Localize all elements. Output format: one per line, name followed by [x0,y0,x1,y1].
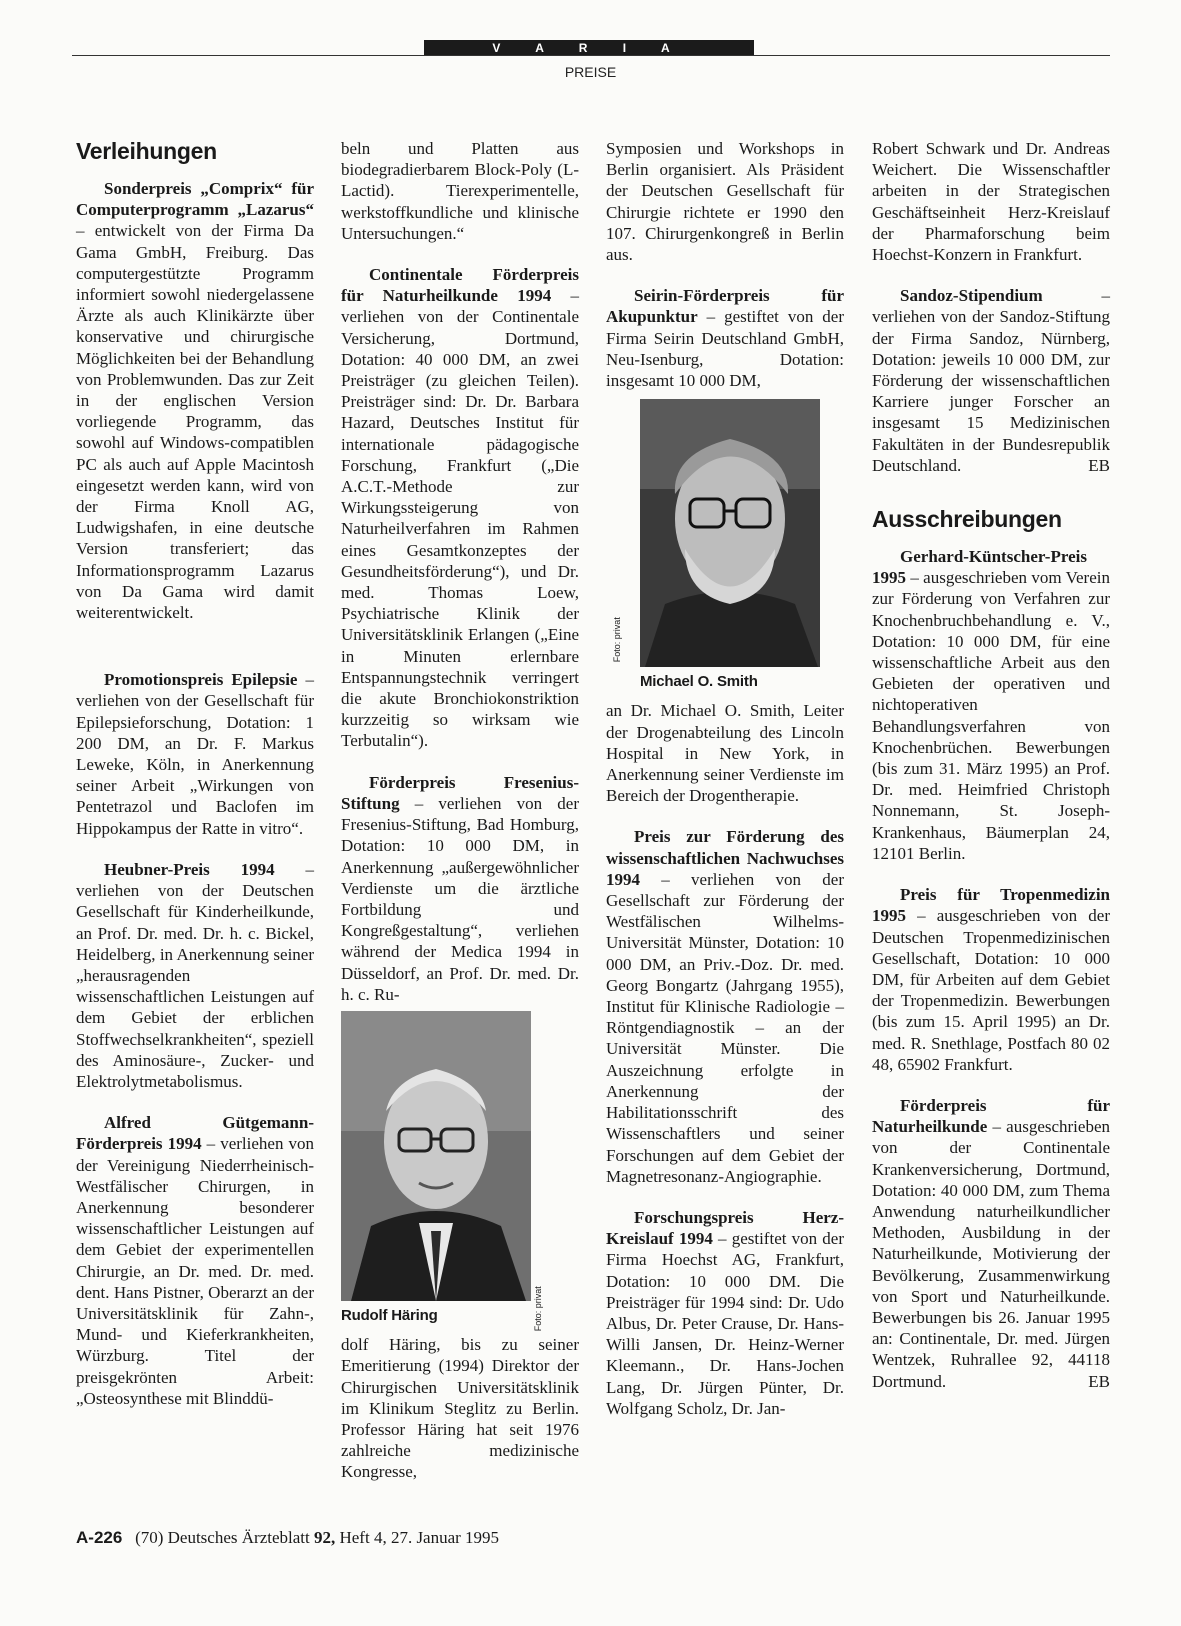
entry-title: Förderpreis Fresenius-Stiftung [341,772,579,813]
journal-volume: 92, [313,1528,336,1547]
entry-body: – verliehen von der Sandoz-Stiftung der Firma Sandoz, Nürnberg, Dotation: jeweils 10 000 DM, zur Förderung der wissenschaftlichen Karriere junger Forscher an insgesamt 15 Medizinischen Fakultäten in der Bundesrepublik Deutschland. [872,286,1110,475]
entry-seirin [606,285,844,391]
portrait-drawing [341,1011,531,1301]
entry-body: – verliehen von der Deutschen Gesellschaft für Kinderheilkunde, an Prof. Dr. med. Dr. h. c. Bickel, Heidelberg, in Anerkennung seiner „herausragenden wissenschaftlichen Leistungen auf dem Gebiet der erblichen Stoffwechselkrankheiten“, speziell des Aminosäure-, Zucker- und Elektrolytmetabolismus. [76,859,315,1091]
entry-sandoz [872,285,1110,476]
entry-continentale [341,264,579,752]
entry-title: Promotionspreis Epilepsie [104,670,298,690]
paragraph-continuation: Robert Schwark und Dr. Andreas Weichert. Die Wissenschaftler arbeiten in der Strategischen Geschäftseinheit Herz-Kreislauf der Pharmaforschung beim Hoechst-Konzern in Frankfurt. [872,139,1110,265]
heading-verleihungen: Verleihungen [76,138,217,164]
entry-body: – verliehen von der Fresenius-Stiftung, Bad Homburg, Dotation: 10 000 DM, in Anerkennung „außergewöhnlicher Verdienste um die ärztliche Fortbildung und Kongreßgestaltung“, verliehen während der Medica 1994 in Düsseldorf, an Prof. Dr. med. Dr. h. c. Ru- [341,793,579,1004]
section-banner: V A R I A [424,40,754,56]
journal-name: (70) Deutsches Ärzteblatt [135,1528,314,1547]
entry-body: – verliehen von der Gesellschaft für Epilepsieforschung, Dotation: 1 200 DM, an Dr. F. Markus Leweke, Köln, in Anerkennung seiner Arbeit „Wirkungen von Pentetrazol und Baclofen im Hippokampus der Ratte in vitro“. [76,670,314,838]
photo-caption: Michael O. Smith [640,673,758,691]
entry-body: – entwickelt von der Firma Da Gama GmbH, Freiburg. Das computergestützte Programm informiert sowohl niedergelassene Ärzte als auch Klinikärzte über konservative und chirurgische Möglichkeiten bei der Behandlung von Problemwunden. Das zur Zeit in der englischen Version vorliegende Programm, das sowohl auf Windows-compatiblen PC als auch auf Apple Macintosh eingesetzt werden kann, wird von der Firma Knoll AG, Ludwigshafen, in eine deutsche Version transferiert; das Informationsprogramm Lazarus von Da Gama wird damit weiterentwickelt. [76,221,314,623]
photo-credit: Foto: privat [611,617,622,663]
photo-caption: Rudolf Häring [341,1306,438,1324]
entry-body: – verliehen von der Continentale Versicherung, Dortmund, Dotation: 40 000 DM, an zwei Preisträger (zu gleichen Teilen). Preisträger sind: Dr. Dr. Barbara Hazard, Deutsches Institut für internationale pädagogische Forschung, Frankfurt („Die A.C.T.-Methode zur Wirkungssteigerung von Naturheilverfahren im Rahmen eines Gesamtkonzeptes der Gesundheitsförderung“), und Dr. med. Thomas Loew, Psychiatrische Klinik der Universitätsklinik Erlangen („Eine in Minuten erlernbare Entspannungstechnik verringert die akute Bronchiokonstriktion kurzzeitig so wirksam wie Terbutalin“). [341,286,579,751]
entry-title: Sandoz-Stipendium [900,286,1043,306]
photo-credit: Foto: privat [532,1286,543,1332]
portrait-image [640,399,820,667]
photo-rudolf-haering [341,1011,543,1332]
entry-body: – ausgeschrieben von der Deutschen Tropenmedizinischen Gesellschaft, Dotation: 10 000 DM, für Arbeiten auf dem Gebiet der Tropenmedizin. Bewerbungen (bis zum 15. April 1995) an Dr. med. R. Snethlage, Postfach 80 02 48, 65902 Frankfurt. [872,906,1110,1074]
section-subtitle: PREISE [564,64,617,80]
entry-guetgemann [76,1112,314,1409]
entry-title: Sonderpreis „Comprix“ für Computerprogramm „Lazarus“ [76,179,314,220]
column-4 [872,138,1110,1412]
portrait-drawing [640,399,820,667]
entry-herz-kreislauf [606,1207,844,1419]
entry-promotionspreis [76,669,314,839]
entry-body: – gestiftet von der Firma Hoechst AG, Frankfurt, Dotation: 10 000 DM. Die Preisträger für 1994 sind: Dr. Udo Albus, Dr. Peter Crause, Dr. Hans-Willi Jansen, Dr. Heinz-Werner Kleemann., Dr. Hans-Jochen Lang, Dr. Jürgen Pünter, Dr. Wolfgang Scholz, Dr. Jan- [606,1229,845,1418]
author-signature: EB [1088,1371,1110,1391]
paragraph-continuation: Symposien und Workshops in Berlin organisiert. Als Präsident der Deutschen Gesellschaft für Chirurgie richtete er 1990 den 107. Chirurgenkongreß in Berlin aus. [606,139,844,265]
entry-body: – ausgeschrieben von der Continentale Krankenversicherung, Dortmund, Dotation: 40 000 DM, zum Thema Anwendung naturheilkundlicher Methoden, Ausbildung in der Naturheilkunde, Motivierung der Bevölkerung, Zusammenwirkung von Sport und Naturheilkunde. Bewerbungen bis 26. Januar 1995 an: Continentale, Dr. med. Jürgen Wentzek, Ruhrallee 92, 44118 Dortmund. [872,1117,1110,1391]
heading-ausschreibungen: Ausschreibungen [872,506,1062,533]
author-signature: EB [1088,455,1110,475]
entry-tropenmedizin [872,884,1110,1075]
entry-naturheilkunde [872,1095,1110,1392]
entry-nachwuchs [606,826,844,1186]
paragraph-continuation: an Dr. Michael O. Smith, Leiter der Drogenabteilung des Lincoln Hospital in New York, in Anerkennung seiner Verdienste im Bereich der Drogentherapie. [606,701,844,806]
entry-title: Seirin-Förderpreis für Akupunktur [606,286,844,327]
page-number: A-226 [76,1528,123,1547]
entry-kuentscher [872,546,1110,864]
entry-body: – gestiftet von der Firma Seirin Deutschland GmbH, Neu-Isenburg, Dotation: insgesamt 10 000 DM, [606,307,844,391]
column-2 [341,138,579,1503]
paragraph-continuation: dolf Häring, bis zu seiner Emeritierung (1994) Direktor der Chirurgischen Universitätsklinik im Klinikum Steglitz zu Berlin. Professor Häring hat seit 1976 zahlreiche medizinische Kongresse, [341,1335,579,1482]
portrait-image [341,1011,531,1301]
column-1 [76,138,314,1429]
paragraph-continuation: beln und Platten aus biodegradierbarem Block-Poly (L-Lactid). Tierexperimentelle, werkstoffkundliche und klinische Untersuchungen.“ [341,139,579,243]
entry-title: Gerhard-Küntscher-Preis 1995 [872,547,1087,588]
page-footer [76,1528,499,1548]
entry-fresenius [341,772,579,1005]
photo-michael-smith [611,399,820,692]
entry-title: Alfred Gütgemann-Förderpreis 1994 [76,1113,314,1154]
journal-issue: Heft 4, 27. Januar 1995 [335,1528,500,1547]
entry-comprix [76,178,314,623]
entry-title: Preis zur Förderung des wissenschaftlichen Nachwuchses 1994 [606,827,844,889]
entry-body: – verliehen von der Gesellschaft zur Förderung der Westfälischen Wilhelms-Universität Münster, Dotation: 10 000 DM, an Priv.-Doz. Dr. med. Georg Bongartz (Jahrgang 1955), Institut für Klinische Radiologie – Röntgendiagnostik – an der Universität Münster. Die Auszeichnung erfolgte in Anerkennung der Habilitationsschrift des Wissenschaftlers und seiner Forschungen auf dem Gebiet der Magnetresonanz-Angiographie. [606,869,844,1186]
entry-title: Continentale Förderpreis für Naturheilkunde 1994 [341,265,579,306]
entry-title: Preis für Tropenmedizin 1995 [872,885,1110,926]
entry-title: Forschungspreis Herz-Kreislauf 1994 [606,1207,844,1249]
entry-title: Heubner-Preis 1994 [104,859,275,879]
column-3 [606,138,844,1439]
header-rule [72,55,1110,56]
entry-body: – verliehen von der Vereinigung Niederrheinisch-Westfälischer Chirurgen, in Anerkennung besonderer wissenschaftlicher Leistungen auf dem Gebiet der experimentellen Chirurgie, an Dr. med. Dr. med. dent. Hans Pistner, Oberarzt an der Universitätsklinik für Zahn-, Mund- und Kieferkrankheiten, Würzburg. Titel der preisgekrönten Arbeit: „Osteosynthese mit Blinddü- [76,1134,314,1408]
entry-body: – ausgeschrieben vom Verein zur Förderung von Verfahren zur Knochenbruchbehandlung e. V., Dotation: 10 000 DM, für eine wissenschaftliche Arbeit aus den Gebieten der operativen und nichtoperativen Behandlungsverfahren von Knochenbrüchen. Bewerbungen (bis zum 31. März 1995) an Prof. Dr. med. Heimfried Christoph Nonnemann, St. Joseph-Krankenhaus, Bäumerplan 24, 12101 Berlin. [872,568,1110,863]
entry-title: Förderpreis für Naturheilkunde [872,1095,1110,1137]
entry-heubner [76,859,314,1092]
